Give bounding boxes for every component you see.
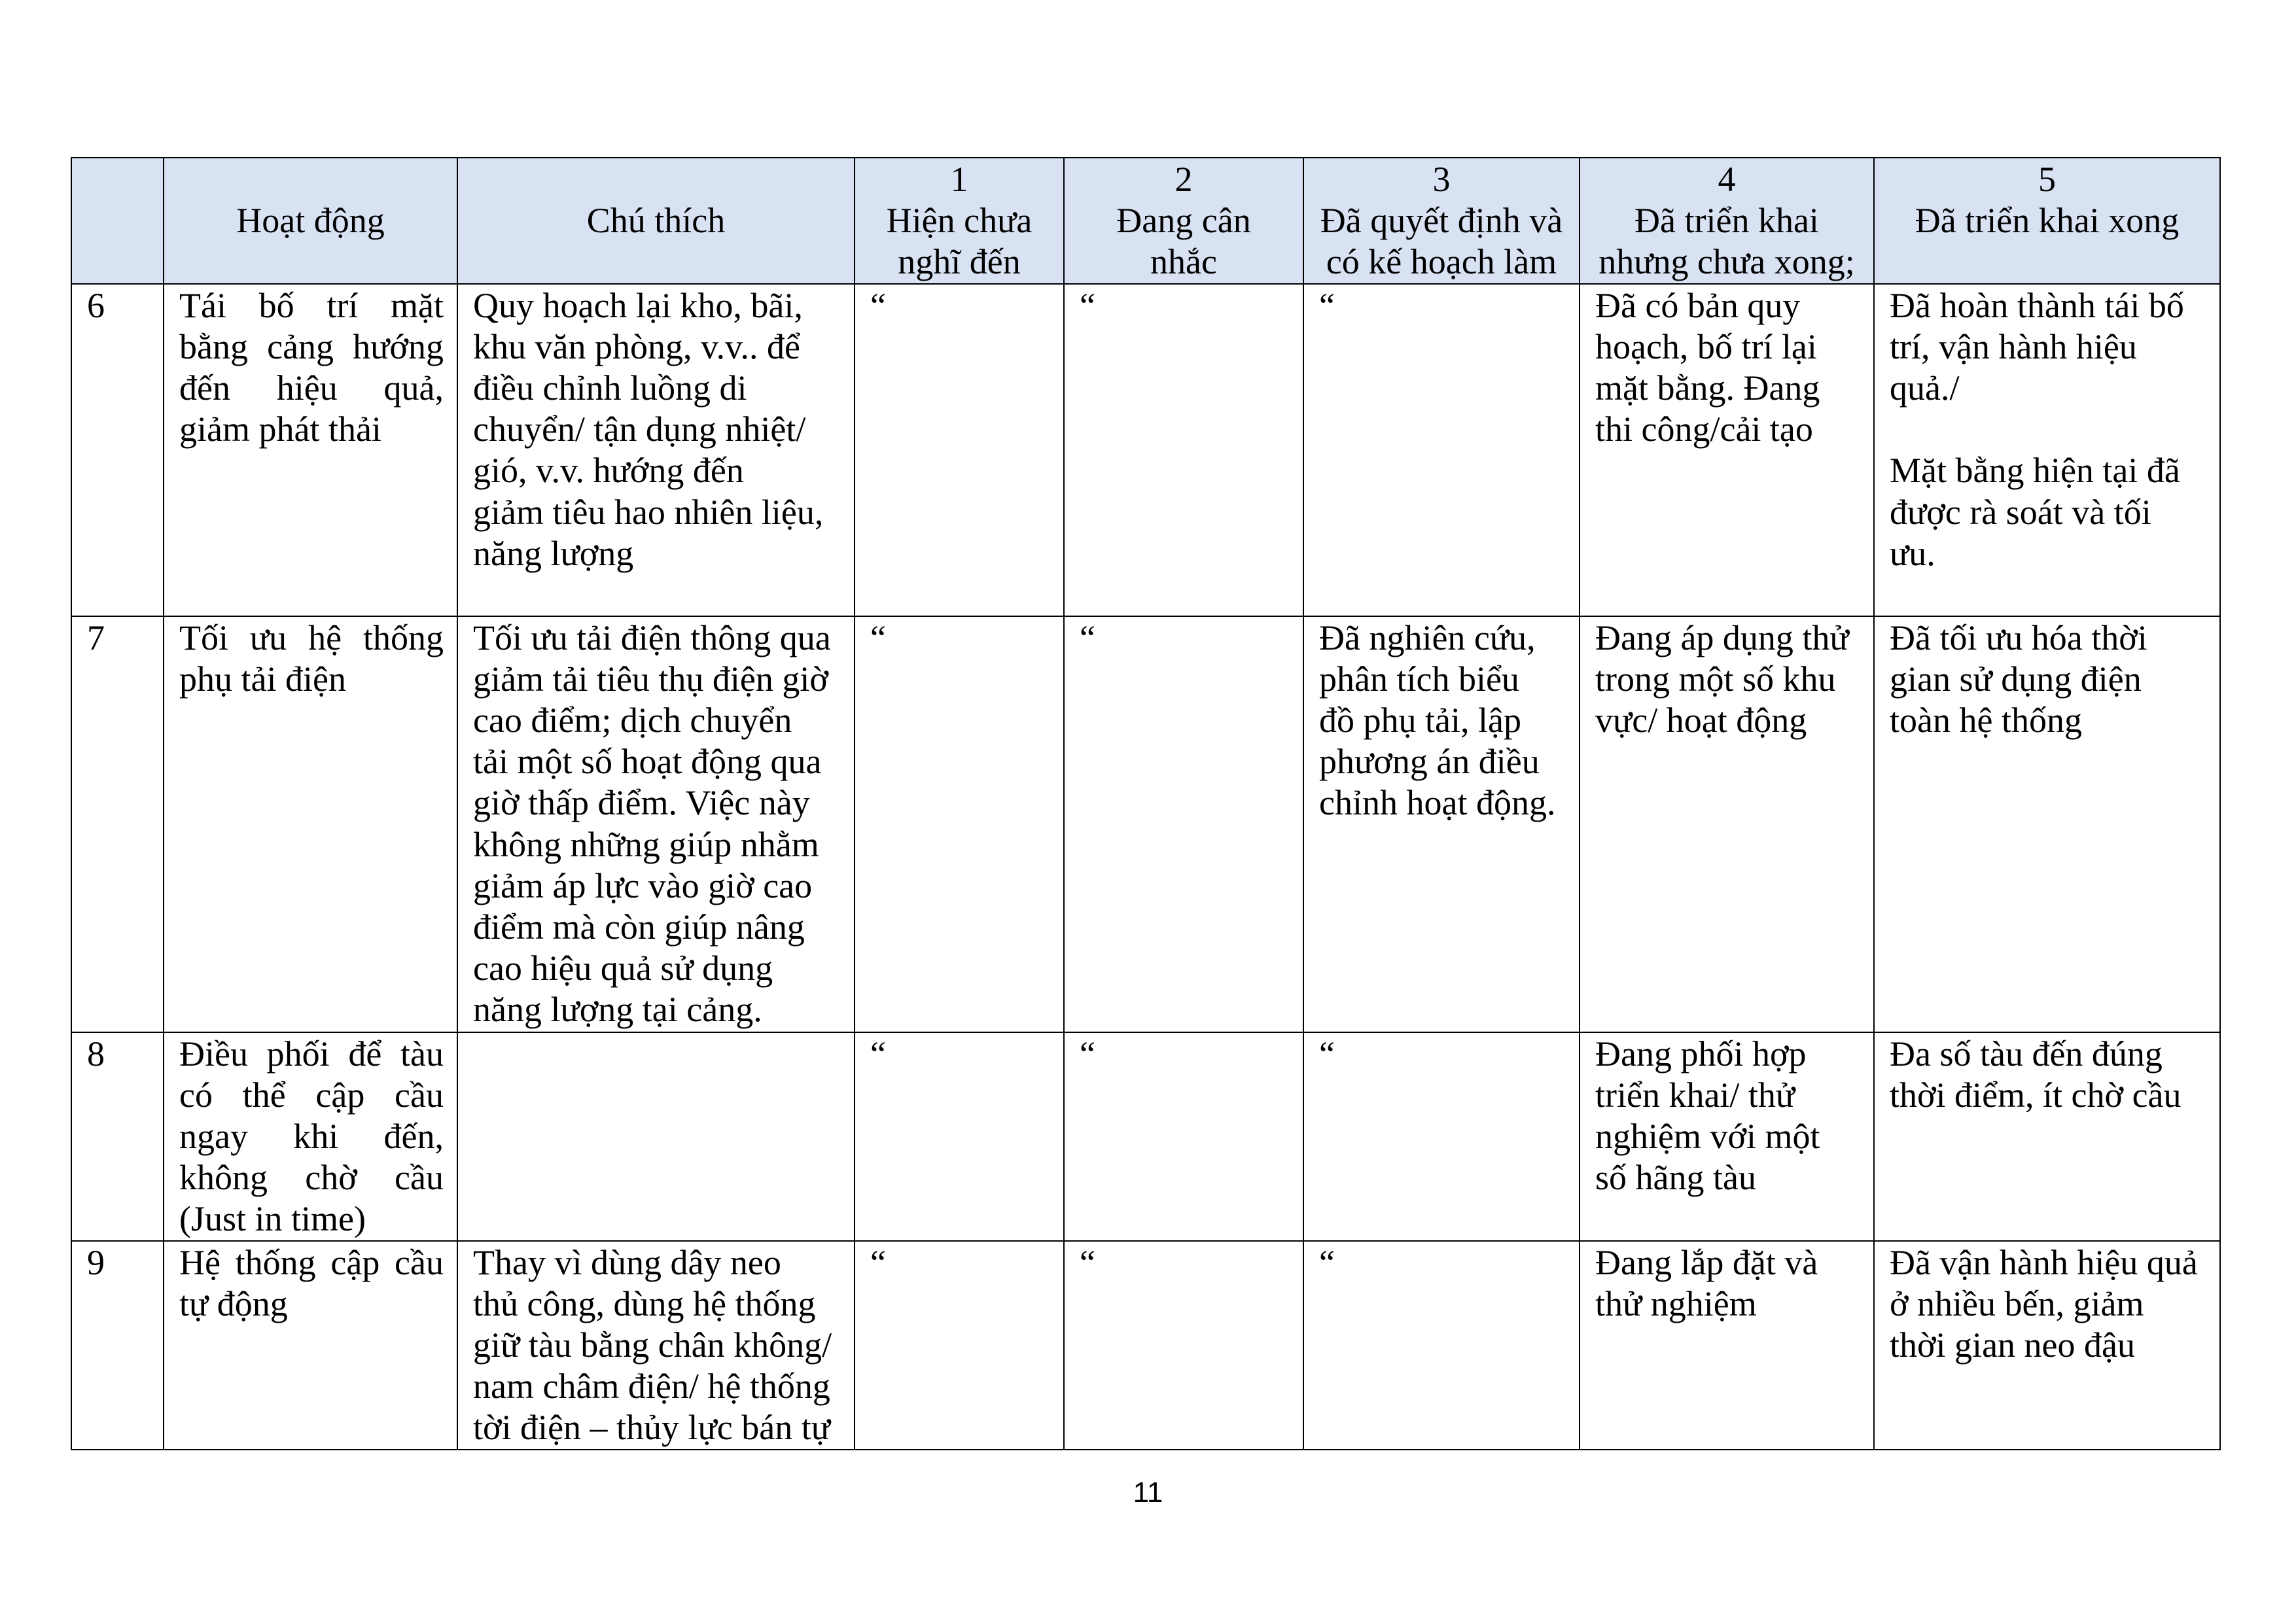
level-text-line: chỉnh hoạt động. (1319, 783, 1556, 823)
level-text-line: số hãng tàu (1595, 1158, 1756, 1198)
level-text-line: trí, vận hành hiệu (1890, 326, 2137, 366)
activity-line: Hệ thống cập cầu (179, 1242, 444, 1282)
level-1-cell (855, 1032, 1064, 1241)
level-text-line: được rà soát và tối (1890, 492, 2151, 532)
activity-cell (164, 284, 457, 616)
table-row (71, 1241, 2220, 1450)
level-label-line: Đã quyết định và (1320, 201, 1563, 241)
level-text-line: Đã tối ưu hóa thời (1890, 618, 2147, 657)
header-cell-level-5 (1874, 158, 2220, 284)
note-line: năng lượng (473, 533, 634, 573)
level-4-cell (1580, 284, 1874, 616)
row-index-cell (71, 1032, 164, 1241)
activity-line: bằng cảng hướng (179, 326, 444, 366)
ditto-mark: “ (870, 1034, 886, 1073)
note-line: giảm tiêu hao nhiên liệu, (473, 492, 824, 532)
level-text-line: nghiệm với một (1595, 1117, 1820, 1157)
activity-line: Tối ưu hệ thống (179, 618, 444, 657)
level-text-line: Đang phối hợp (1595, 1034, 1807, 1073)
level-text-line: Đã nghiên cứu, (1319, 618, 1536, 657)
note-line: gió, v.v. hướng đến (473, 451, 744, 491)
note-cell (457, 1241, 855, 1450)
level-text-line: vực/ hoạt động (1595, 701, 1807, 741)
level-number: 1 (950, 160, 968, 199)
level-number: 5 (2038, 160, 2056, 199)
activity-line: tự động (179, 1283, 288, 1323)
header-cell-note (457, 158, 855, 284)
level-5-cell (1874, 284, 2220, 616)
header-cell-level-1 (855, 158, 1064, 284)
level-text-line: gian sử dụng điện (1890, 659, 2142, 699)
level-text-line: toàn hệ thống (1890, 701, 2082, 741)
ditto-mark: “ (870, 1242, 886, 1282)
ditto-mark: “ (1319, 1034, 1335, 1073)
header-cell-activity (164, 158, 457, 284)
level-3-cell (1303, 284, 1580, 616)
level-3-cell (1303, 1032, 1580, 1241)
level-text-line: phân tích biểu (1319, 659, 1519, 699)
ditto-mark: “ (1319, 1242, 1335, 1282)
level-text-line: ở nhiều bến, giảm (1890, 1283, 2144, 1323)
note-cell (457, 284, 855, 616)
activity-cell (164, 616, 457, 1032)
ditto-mark: “ (1080, 618, 1095, 657)
level-text-line: đồ phụ tải, lập (1319, 701, 1521, 741)
note-line: giảm tải tiêu thụ điện giờ (473, 659, 828, 699)
level-5-cell (1874, 1032, 2220, 1241)
note-line: giảm áp lực vào giờ cao (473, 865, 813, 905)
level-3-cell (1303, 1241, 1580, 1450)
level-text-line: Đang lắp đặt và (1595, 1242, 1818, 1282)
paragraph-spacer (1890, 409, 2209, 450)
level-2-cell (1064, 284, 1303, 616)
level-3-cell (1303, 616, 1580, 1032)
level-label-line: có kế hoạch làm (1326, 242, 1557, 282)
table-row (71, 284, 2220, 616)
note-line: tời điện – thủy lực bán tự (473, 1408, 831, 1448)
level-text-line: trong một số khu (1595, 659, 1836, 699)
ditto-mark: “ (1080, 1034, 1095, 1073)
row-index: 7 (87, 618, 105, 657)
header-cell-level-4 (1580, 158, 1874, 284)
level-text-line: thử nghiệm (1595, 1283, 1757, 1323)
ditto-mark: “ (870, 618, 886, 657)
level-text-line: Đa số tàu đến đúng (1890, 1034, 2163, 1073)
row-index: 9 (87, 1242, 105, 1282)
level-4-cell (1580, 1241, 1874, 1450)
row-index-cell (71, 1241, 164, 1450)
level-4-cell (1580, 616, 1874, 1032)
level-text-line: Đã hoàn thành tái bố (1890, 285, 2184, 325)
level-1-cell (855, 1241, 1064, 1450)
note-line: khu văn phòng, v.v.. để (473, 326, 800, 366)
activity-line: Tái bố trí mặt (179, 285, 444, 325)
row-index: 8 (87, 1034, 105, 1073)
level-text-line: thời điểm, ít chờ cầu (1890, 1075, 2181, 1115)
note-line: giữ tàu bằng chân không/ (473, 1325, 832, 1365)
level-4-cell (1580, 1032, 1874, 1241)
activity-line: phụ tải điện (179, 659, 346, 699)
activity-line: có thể cập cầu (179, 1075, 444, 1115)
level-text-line: Đã có bản quy (1595, 285, 1801, 325)
level-text-line: Mặt bằng hiện tại đã (1890, 451, 2180, 491)
ditto-mark: “ (870, 285, 886, 325)
row-index-cell (71, 284, 164, 616)
page-number: 11 (1133, 1476, 1163, 1509)
note-line: không những giúp nhằm (473, 824, 819, 864)
level-5-cell (1874, 1241, 2220, 1450)
note-line: giờ thấp điểm. Việc này (473, 783, 810, 823)
level-label-line: Hiện chưa (886, 201, 1033, 241)
header-cell-level-3 (1303, 158, 1580, 284)
level-label-line: Đã triển khai (1634, 201, 1819, 241)
table-header-row (71, 158, 2220, 284)
table-row (71, 616, 2220, 1032)
level-2-cell (1064, 1032, 1303, 1241)
note-line: thủ công, dùng hệ thống (473, 1283, 816, 1323)
note-line: Thay vì dùng dây neo (473, 1242, 781, 1282)
level-text-line: thi công/cải tạo (1595, 410, 1813, 449)
note-line: năng lượng tại cảng. (473, 990, 762, 1030)
note-line: nam châm điện/ hệ thống (473, 1367, 830, 1406)
level-text-line: quả./ (1890, 368, 1960, 408)
activity-line: Điều phối để tàu (179, 1034, 444, 1073)
level-text-line: phương án điều (1319, 742, 1540, 782)
note-line: điểm mà còn giúp nâng (473, 907, 805, 947)
level-number: 4 (1718, 160, 1736, 199)
note-cell (457, 616, 855, 1032)
note-line: cao hiệu quả sử dụng (473, 949, 773, 988)
level-text-line: triển khai/ thử (1595, 1075, 1795, 1115)
activity-line: giảm phát thải (179, 410, 381, 449)
level-text-line: thời gian neo đậu (1890, 1325, 2135, 1365)
row-index: 6 (87, 285, 105, 325)
level-1-cell (855, 284, 1064, 616)
level-2-cell (1064, 616, 1303, 1032)
activity-progress-table (71, 157, 2221, 1450)
note-line: Quy hoạch lại kho, bãi, (473, 285, 803, 325)
level-text-line: Đang áp dụng thử (1595, 618, 1849, 657)
level-label-line: nhắc (1150, 242, 1217, 282)
row-index-cell (71, 616, 164, 1032)
level-label-line: nhưng chưa xong; (1598, 242, 1855, 282)
note-line: chuyển/ tận dụng nhiệt/ (473, 410, 806, 449)
header-activity-label: Hoạt động (236, 201, 385, 241)
level-label-line: Đang cân (1116, 201, 1251, 241)
level-text-line: hoạch, bố trí lại (1595, 326, 1817, 366)
header-cell-index (71, 158, 164, 284)
activity-line: ngay khi đến, (179, 1117, 444, 1157)
note-cell (457, 1032, 855, 1241)
note-line: cao điểm; dịch chuyển (473, 701, 792, 741)
activity-line: không chờ cầu (179, 1158, 444, 1198)
header-cell-level-2 (1064, 158, 1303, 284)
activity-cell (164, 1032, 457, 1241)
note-line: tải một số hoạt động qua (473, 742, 822, 782)
activity-line: (Just in time) (179, 1199, 366, 1239)
activity-line: đến hiệu quả, (179, 368, 444, 408)
activity-cell (164, 1241, 457, 1450)
level-text-line: Đã vận hành hiệu quả (1890, 1242, 2198, 1282)
level-number: 2 (1174, 160, 1193, 199)
note-line: điều chỉnh luồng di (473, 368, 747, 408)
level-text-line: ưu. (1890, 533, 1935, 573)
level-5-cell (1874, 616, 2220, 1032)
ditto-mark: “ (1080, 285, 1095, 325)
level-number: 3 (1432, 160, 1451, 199)
note-line: Tối ưu tải điện thông qua (473, 618, 831, 657)
ditto-mark: “ (1319, 285, 1335, 325)
level-2-cell (1064, 1241, 1303, 1450)
level-label-line: nghĩ đến (898, 242, 1021, 282)
level-text-line: mặt bằng. Đang (1595, 368, 1820, 408)
table-row (71, 1032, 2220, 1241)
header-note-label: Chú thích (586, 201, 726, 241)
level-label-line: Đã triển khai xong (1915, 201, 2180, 241)
level-1-cell (855, 616, 1064, 1032)
ditto-mark: “ (1080, 1242, 1095, 1282)
